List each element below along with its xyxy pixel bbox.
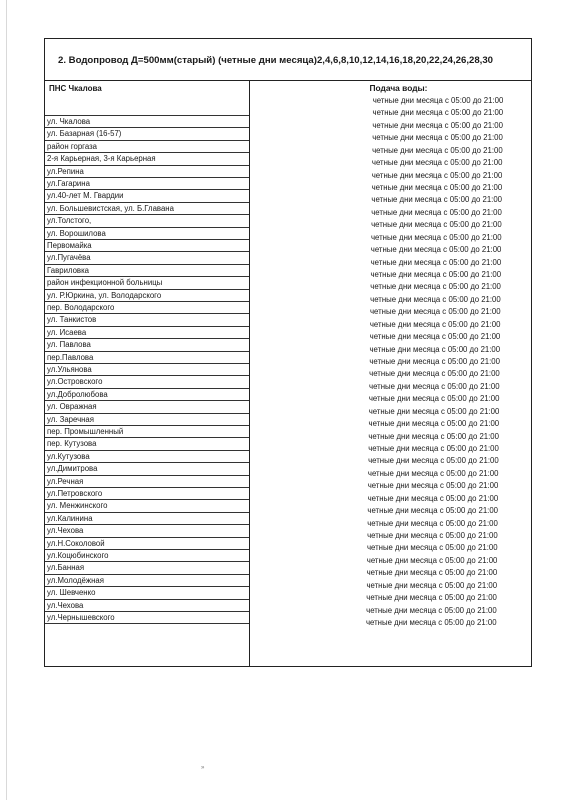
street-cell: ул.Чехова	[45, 600, 249, 612]
street-cell: ул. Заречная	[45, 414, 249, 426]
schedule-cell: четные дни месяца с 05:00 до 21:00	[370, 294, 501, 304]
schedule-cell: четные дни месяца с 05:00 до 21:00	[368, 444, 499, 454]
schedule-cell: четные дни месяца с 05:00 до 21:00	[371, 158, 503, 168]
schedule-cell: четные дни месяца с 05:00 до 21:00	[372, 96, 504, 105]
street-cell: ул.Добролюбова	[45, 389, 249, 401]
schedule-cell: четные дни месяца с 05:00 до 21:00	[368, 406, 500, 416]
street-cell: ул.Гагарина	[45, 178, 249, 190]
street-cell: ул. Павлова	[45, 339, 249, 351]
street-cell: ул.Чернышевского	[45, 612, 249, 624]
schedule-cell: четные дни месяца с 05:00 до 21:00	[366, 568, 498, 578]
street-cell: ул. Овражная	[45, 401, 249, 413]
street-cell: ул. Большевистская, ул. Б.Главана	[45, 203, 249, 215]
street-cell: ул.Кутузова	[45, 451, 249, 463]
schedule-cell: четные дни месяца с 05:00 до 21:00	[367, 481, 499, 491]
street-cell: ул.Речная	[45, 476, 249, 488]
schedule-cell: четные дни месяца с 05:00 до 21:00	[366, 543, 498, 553]
street-cell: 2-я Карьерная, 3-я Карьерная	[45, 153, 249, 165]
street-cell: район инфекционной больницы	[45, 277, 249, 289]
schedule-cell: четные дни месяца с 05:00 до 21:00	[370, 232, 502, 242]
schedule-cell: четные дни месяца с 05:00 до 21:00	[370, 257, 502, 267]
street-cell: ул.Ульянова	[45, 364, 249, 376]
schedule-cell: четные дни месяца с 05:00 до 21:00	[367, 468, 499, 478]
schedule-cell: четные дни месяца с 05:00 до 21:00	[367, 531, 498, 541]
street-cell: ул. Чкалова	[45, 116, 249, 128]
street-cell: ул.Островского	[45, 376, 249, 388]
streets-column	[45, 81, 250, 666]
street-cell: пер. Кутузова	[45, 438, 249, 450]
schedule-cell: четные дни месяца с 05:00 до 21:00	[368, 394, 500, 404]
street-cell: ул.Репина	[45, 166, 249, 178]
street-cell: ул.Толстого,	[45, 215, 249, 227]
schedule-cell: четные дни месяца с 05:00 до 21:00	[365, 618, 497, 628]
schedule-cell: четные дни месяца с 05:00 до 21:00	[369, 344, 501, 354]
scan-edge	[6, 0, 7, 800]
street-cell: ул.Молодёжная	[45, 575, 249, 587]
schedule-table	[44, 38, 532, 667]
street-cell: ул.Калинина	[45, 513, 249, 525]
street-cell: ул.Чехова	[45, 525, 249, 537]
schedule-cell: четные дни месяца с 05:00 до 21:00	[369, 319, 501, 329]
street-cell: пер. Володарского	[45, 302, 249, 314]
street-cell: пер.Павлова	[45, 352, 249, 364]
street-cell: ул. Ворошилова	[45, 228, 249, 240]
schedule-cell: четные дни месяца с 05:00 до 21:00	[369, 357, 500, 367]
schedule-column	[250, 81, 531, 666]
schedule-cell: четные дни месяца с 05:00 до 21:00	[366, 555, 498, 565]
schedule-cell: четные дни месяца с 05:00 до 21:00	[366, 605, 497, 615]
station-header: ПНС Чкалова	[45, 81, 249, 116]
schedule-cell: четные дни месяца с 05:00 до 21:00	[371, 170, 503, 180]
schedule-cell: четные дни месяца с 05:00 до 21:00	[367, 506, 499, 516]
schedule-cell: четные дни месяца с 05:00 до 21:00	[366, 580, 498, 590]
street-cell: ул. Танкистов	[45, 314, 249, 326]
street-cell: ул. Базарная (16-57)	[45, 128, 249, 140]
schedule-cell: четные дни месяца с 05:00 до 21:00	[368, 456, 499, 466]
page-number: »	[201, 765, 205, 771]
schedule-cell: четные дни месяца с 05:00 до 21:00	[369, 381, 500, 391]
schedule-cell: четные дни месяца с 05:00 до 21:00	[370, 282, 501, 292]
schedule-cell: четные дни месяца с 05:00 до 21:00	[371, 207, 502, 217]
schedule-cell: четные дни месяца с 05:00 до 21:00	[372, 108, 504, 118]
schedule-cell: четные дни месяца с 05:00 до 21:00	[370, 245, 502, 255]
street-cell: Гавриловка	[45, 265, 249, 277]
schedule-cell: четные дни месяца с 05:00 до 21:00	[371, 183, 503, 192]
street-cell: ул.40-лет М. Гвардии	[45, 190, 249, 202]
schedule-cell: четные дни месяца с 05:00 до 21:00	[368, 431, 499, 441]
street-cell: ул.Петровского	[45, 488, 249, 500]
street-cell: ул.Пугачёва	[45, 252, 249, 264]
street-cell: ул.Димитрова	[45, 463, 249, 475]
schedule-cell: четные дни месяца с 05:00 до 21:00	[372, 133, 503, 143]
schedule-cell: четные дни месяца с 05:00 до 21:00	[366, 593, 497, 603]
street-cell: ул. Менжинского	[45, 500, 249, 512]
supply-header: Подача воды:	[369, 83, 428, 93]
street-cell: ул. Исаева	[45, 327, 249, 339]
schedule-cell: четные дни месяца с 05:00 до 21:00	[371, 220, 502, 230]
street-cell: ул. Шевченко	[45, 587, 249, 599]
street-cell: пер. Промышленный	[45, 426, 249, 438]
schedule-cell: четные дни месяца с 05:00 до 21:00	[370, 270, 502, 280]
street-cell: ул.Банная	[45, 562, 249, 574]
schedule-cell: четные дни месяца с 05:00 до 21:00	[372, 120, 503, 130]
street-cell: Первомайка	[45, 240, 249, 252]
schedule-cell: четные дни месяца с 05:00 до 21:00	[371, 195, 503, 205]
schedule-cell: четные дни месяца с 05:00 до 21:00	[367, 518, 498, 528]
schedule-cell: четные дни месяца с 05:00 до 21:00	[369, 307, 501, 317]
street-cell: ул. Р.Юркина, ул. Володарского	[45, 290, 249, 302]
table-title: 2. Водопровод Д=500мм(старый) (четные дни месяца)2,4,6,8,10,12,14,16,18,20,22,24,26,28,30	[45, 39, 531, 81]
street-cell: район горгаза	[45, 141, 249, 153]
schedule-cell: четные дни месяца с 05:00 до 21:00	[372, 145, 503, 155]
schedule-cell: четные дни месяца с 05:00 до 21:00	[369, 369, 500, 379]
schedule-cell: четные дни месяца с 05:00 до 21:00	[369, 332, 501, 342]
schedule-cell: четные дни месяца с 05:00 до 21:00	[367, 493, 499, 503]
schedule-cell: четные дни месяца с 05:00 до 21:00	[368, 419, 500, 429]
street-cell: ул.Коцюбинского	[45, 550, 249, 562]
street-cell: ул.Н.Соколовой	[45, 538, 249, 550]
